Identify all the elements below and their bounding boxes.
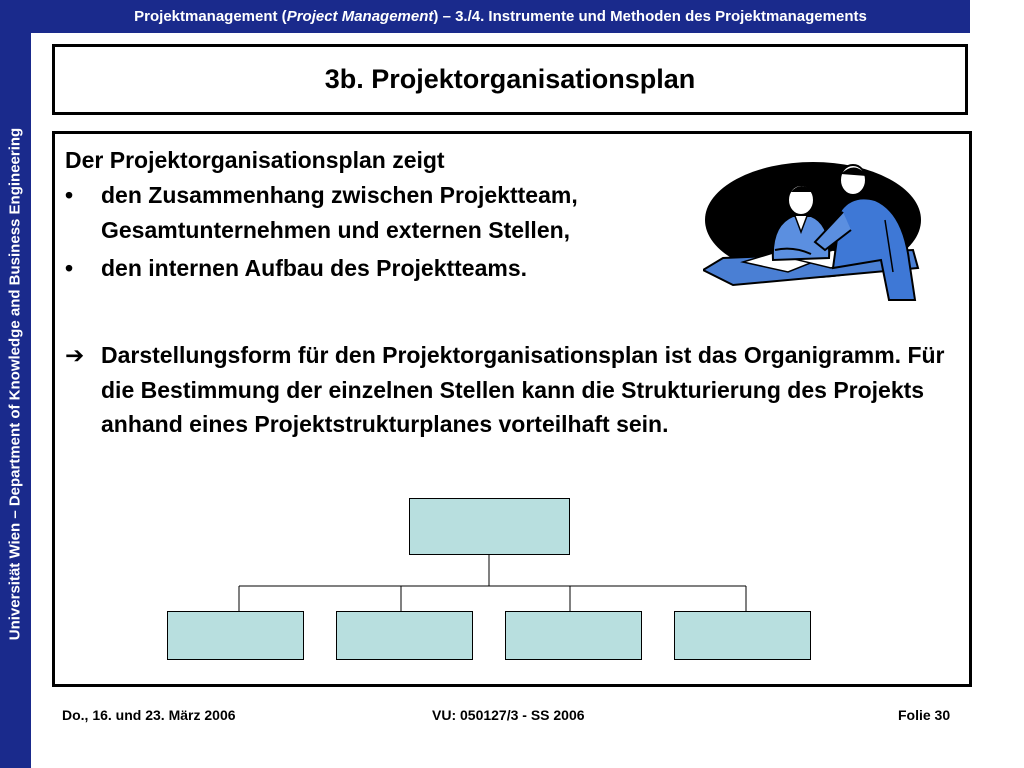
header-italic: Project Management bbox=[286, 8, 434, 25]
org-box-child-2 bbox=[336, 611, 473, 660]
header-bar bbox=[31, 0, 970, 33]
footer-page-number: Folie 30 bbox=[898, 707, 951, 723]
bullet-icon: • bbox=[65, 182, 74, 208]
sidebar bbox=[0, 0, 31, 768]
conclusion-text: Darstellungsform für den Projektorganisationsplan ist das Organigramm. Für die Bestimmung der einzelnen Stellen kann die Strukturierung des Projekts anhand eines Projektstrukturplanes vorteilhaft sein. bbox=[101, 342, 945, 437]
bullet-icon: • bbox=[65, 255, 74, 281]
arrow-right-icon: ➔ bbox=[65, 342, 85, 368]
bullet-text-2: den internen Aufbau des Projektteams. bbox=[101, 255, 528, 281]
header-suffix: ) – 3./4. Instrumente und Methoden des Projektmanagements bbox=[433, 8, 867, 25]
slide-title: 3b. Projektorganisationsplan bbox=[324, 64, 696, 94]
intro-text: Der Projektorganisationsplan zeigt bbox=[65, 147, 445, 173]
bullet-text-1: den Zusammenhang zwischen Projektteam, Gesamtunternehmen und externen Stellen, bbox=[101, 182, 578, 243]
footer-date: Do., 16. und 23. März 2006 bbox=[62, 707, 236, 723]
title-box bbox=[52, 44, 968, 115]
footer-course: VU: 050127/3 - SS 2006 bbox=[432, 707, 585, 723]
org-chart-connectors bbox=[55, 134, 975, 690]
content-box bbox=[52, 131, 972, 687]
org-box-child-3 bbox=[505, 611, 642, 660]
header-prefix: Projektmanagement ( bbox=[134, 8, 287, 25]
org-box-child-4 bbox=[674, 611, 811, 660]
org-box-child-1 bbox=[167, 611, 304, 660]
org-box-top bbox=[409, 498, 570, 555]
sidebar-label: Universität Wien – Department of Knowledge and Business Engineering bbox=[6, 127, 24, 641]
